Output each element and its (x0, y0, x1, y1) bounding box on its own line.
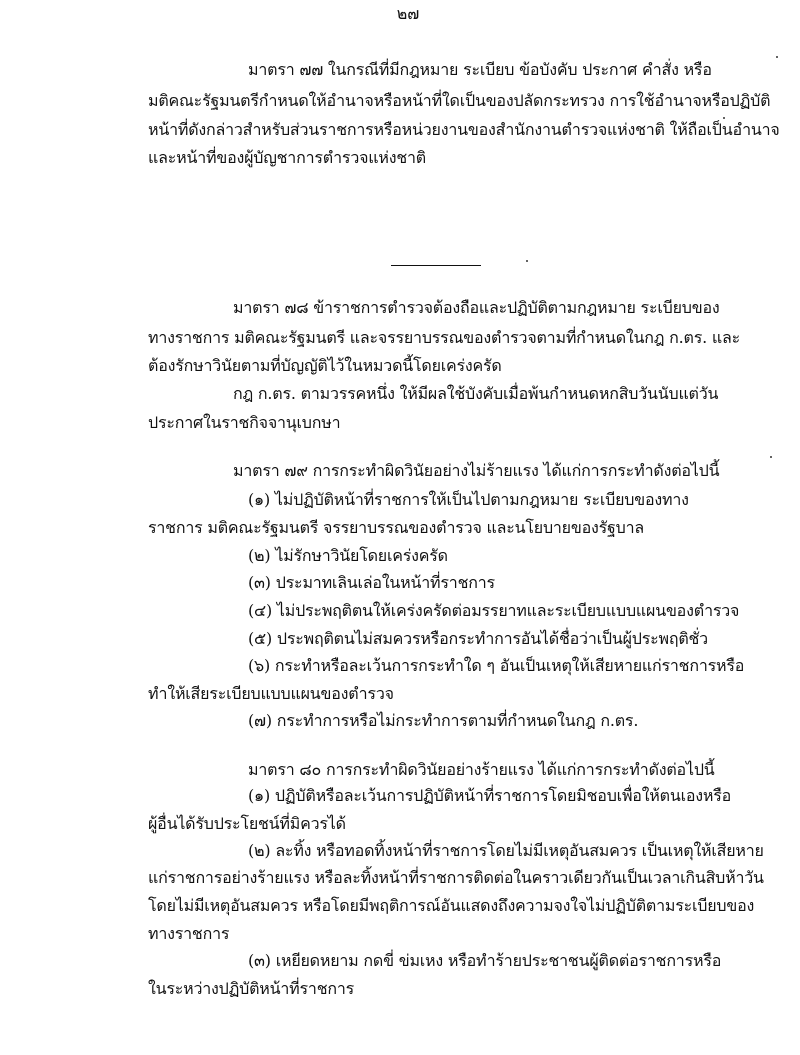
page-number: ๒๗ (396, 4, 420, 23)
section-80-line: ในระหว่างปฏิบัติหน้าที่ราชการ (148, 979, 355, 998)
section-79-line: ทำให้เสียระเบียบแบบแผนของตำรวจ (148, 684, 394, 703)
section-79-line: (๒) ไม่รักษาวินัยโดยเคร่งครัด (248, 546, 448, 565)
section-77-line: หน้าที่ดังกล่าวสำหรับส่วนราชการหรือหน่วยงานของสำนักงานตำรวจแห่งชาติ ให้ถือเป็นอำนาจ (148, 120, 780, 139)
scan-speck (776, 56, 778, 58)
section-77-line: มาตรา ๗๗ ในกรณีที่มีกฎหมาย ระเบียบ ข้อบังคับ ประกาศ คำสั่ง หรือ (248, 60, 712, 79)
scan-speck (526, 260, 528, 262)
chapter-divider (391, 265, 481, 266)
section-80-line: (๒) ละทิ้ง หรือทอดทิ้งหน้าที่ราชการโดยไม่มีเหตุอันสมควร เป็นเหตุให้เสียหาย (248, 841, 764, 860)
section-79-line: มาตรา ๗๙ การกระทำผิดวินัยอย่างไม่ร้ายแรง ได้แก่การกระทำดังต่อไปนี้ (233, 461, 720, 480)
section-80-line: (๓) เหยียดหยาม กดขี่ ข่มเหง หรือทำร้ายประชาชนผู้ติดต่อราชการหรือ (248, 951, 722, 970)
section-79-line: (๓) ประมาทเลินเล่อในหน้าที่ราชการ (248, 573, 495, 592)
section-78-line: มาตรา ๗๘ ข้าราชการตำรวจต้องถือและปฏิบัติตามกฎหมาย ระเบียบของ (233, 298, 720, 317)
section-79-line: (๗) กระทำการหรือไม่กระทำการตามที่กำหนดในกฎ ก.ตร. (248, 711, 639, 730)
section-79-line: (๕) ประพฤติตนไม่สมควรหรือกระทำการอันได้ชื่อว่าเป็นผู้ประพฤติชั่ว (248, 629, 708, 648)
section-79-line: (๖) กระทำหรือละเว้นการกระทำใด ๆ อันเป็นเหตุให้เสียหายแก่ราชการหรือ (248, 656, 745, 675)
section-80-line: โดยไม่มีเหตุอันสมควร หรือโดยมีพฤติการณ์อันแสดงถึงความจงใจไม่ปฏิบัติตามระเบียบของ (148, 896, 755, 915)
section-79-line: (๔) ไม่ประพฤติตนให้เคร่งครัดต่อมรรยาทและระเบียบแบบแผนของตำรวจ (248, 601, 740, 620)
section-78-line: ต้องรักษาวินัยตามที่บัญญัติไว้ในหมวดนี้โดยเคร่งครัด (148, 356, 502, 375)
section-80-line: (๑) ปฏิบัติหรือละเว้นการปฏิบัติหน้าที่ราชการโดยมิชอบเพื่อให้ตนเองหรือ (248, 786, 732, 805)
scan-speck (723, 117, 725, 119)
section-80-line: ผู้อื่นได้รับประโยชน์ที่มิควรได้ (148, 814, 346, 833)
section-79-line: ราชการ มติคณะรัฐมนตรี จรรยาบรรณของตำรวจ และนโยบายของรัฐบาล (148, 518, 644, 537)
section-80-line: ทางราชการ (148, 924, 230, 943)
section-78-line: กฎ ก.ตร. ตามวรรคหนึ่ง ให้มีผลใช้บังคับเมื่อพ้นกำหนดหกสิบวันนับแต่วัน (233, 384, 719, 403)
scan-speck (770, 456, 772, 458)
section-77-line: และหน้าที่ของผู้บัญชาการตำรวจแห่งชาติ (148, 148, 426, 167)
section-80-line: มาตรา ๘๐ การกระทำผิดวินัยอย่างร้ายแรง ได้แก่การกระทำดังต่อไปนี้ (248, 760, 715, 779)
section-79-line: (๑) ไม่ปฏิบัติหน้าที่ราชการให้เป็นไปตามกฎหมาย ระเบียบของทาง (248, 490, 689, 509)
section-77-line: มติคณะรัฐมนตรีกำหนดให้อำนาจหรือหน้าที่ใดเป็นของปลัดกระทรวง การใช้อำนาจหรือปฏิบัติ (148, 91, 771, 110)
section-78-line: ทางราชการ มติคณะรัฐมนตรี และจรรยาบรรณของตำรวจตามที่กำหนดในกฎ ก.ตร. และ (148, 328, 741, 347)
section-78-line: ประกาศในราชกิจจานุเบกษา (148, 413, 341, 432)
section-80-line: แก่ราชการอย่างร้ายแรง หรือละทิ้งหน้าที่ราชการติดต่อในคราวเดียวกันเป็นเวลาเกินสิบห้าวัน (148, 868, 764, 887)
